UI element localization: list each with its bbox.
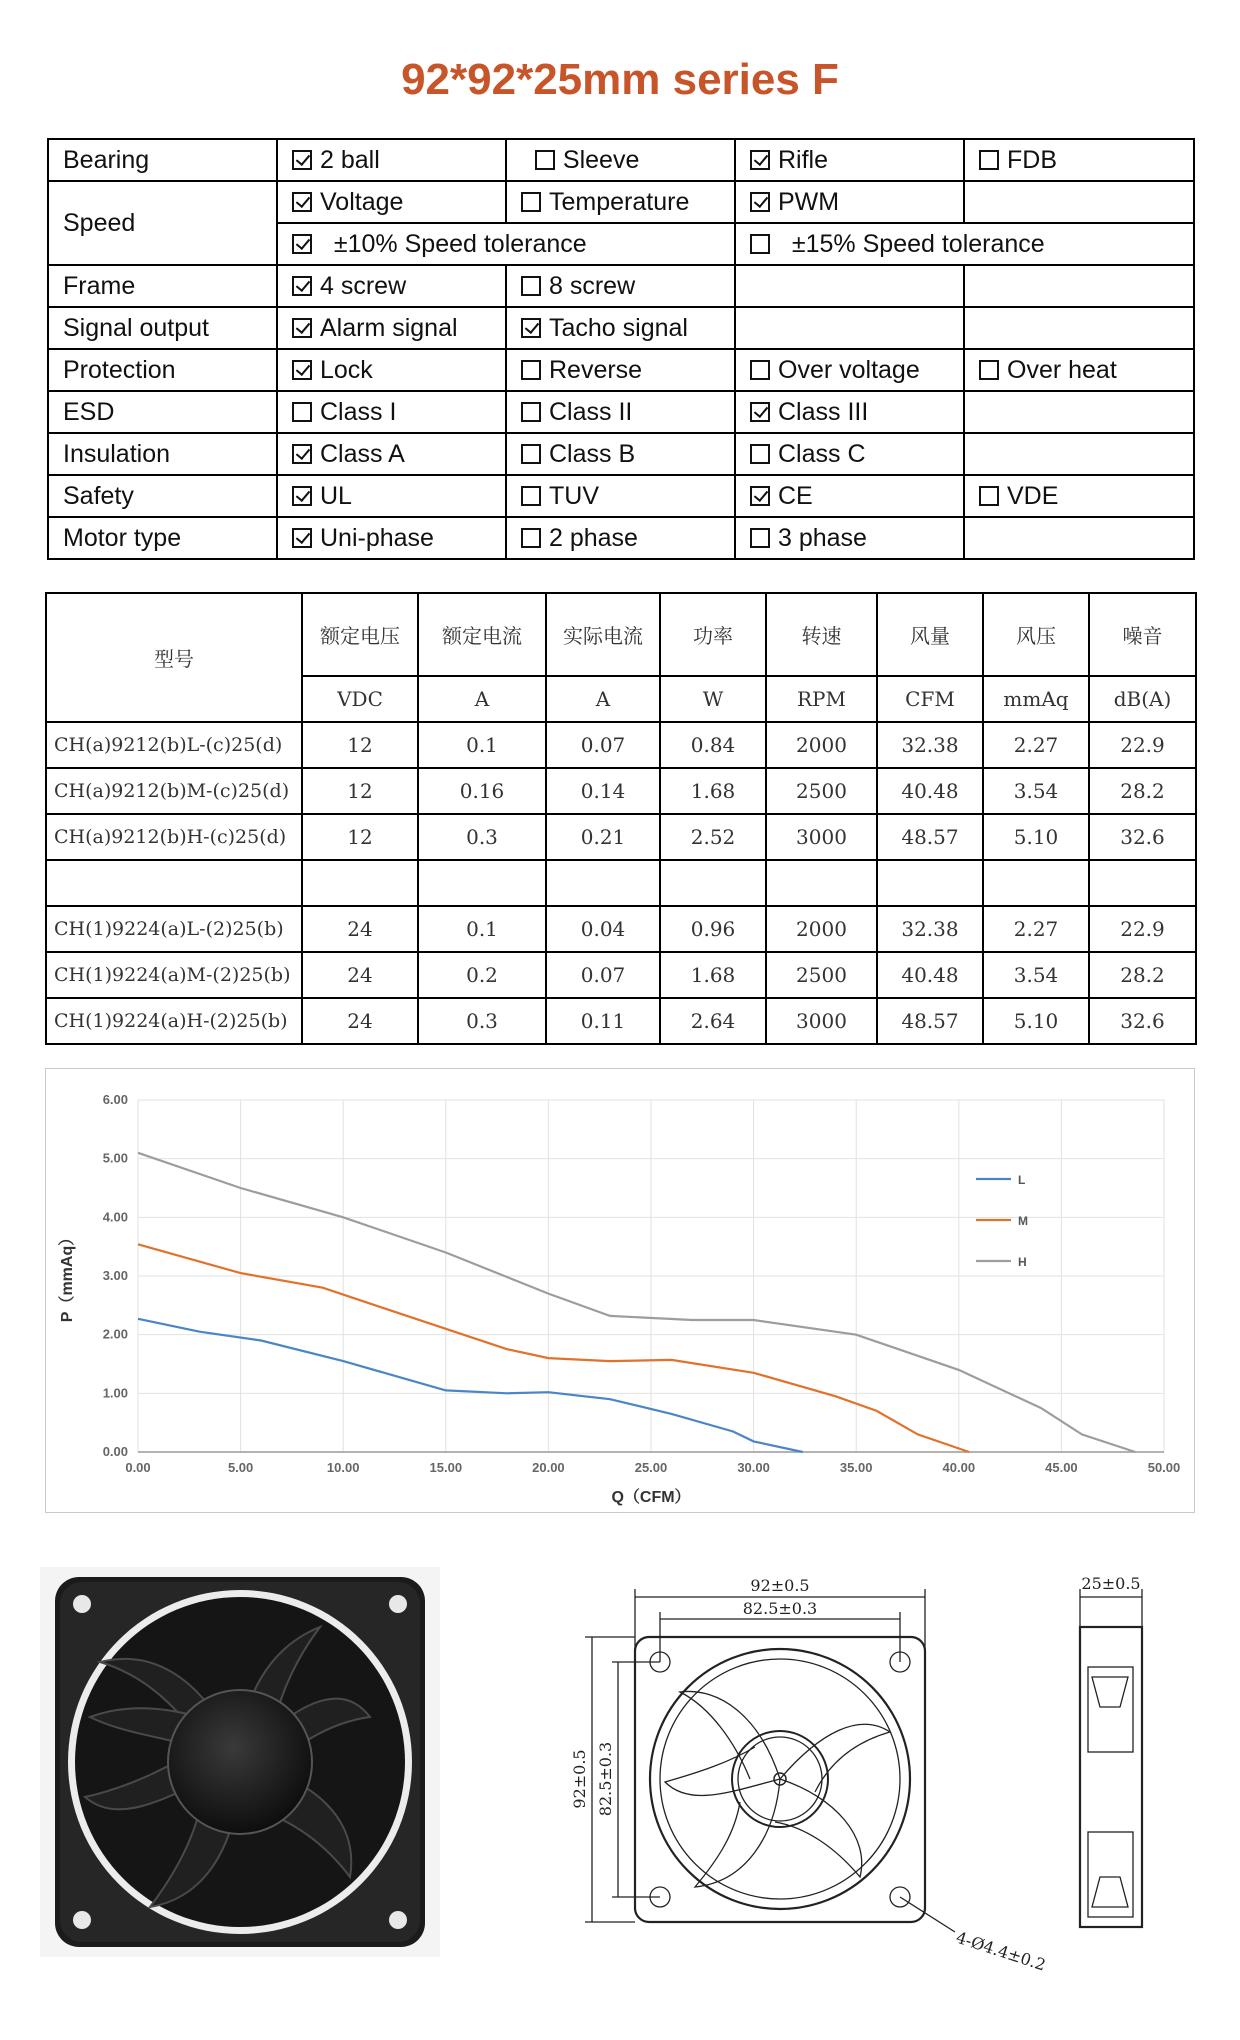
value-cell: 32.6 — [1089, 998, 1196, 1044]
model-cell: CH(a)9212(b)M-(c)25(d) — [46, 768, 302, 814]
series-line-M — [138, 1244, 969, 1452]
value-cell: 3000 — [766, 998, 877, 1044]
checkbox-icon — [292, 192, 312, 212]
option-label: Voltage — [320, 187, 404, 216]
unit-cell: VDC — [302, 676, 418, 722]
table-row — [46, 860, 1196, 906]
checkbox-icon — [979, 486, 999, 506]
checkbox-icon — [292, 234, 312, 254]
checkbox-icon — [521, 528, 541, 548]
value-cell: 2.27 — [983, 906, 1089, 952]
column-header: 额定电流 — [418, 593, 546, 676]
value-cell — [302, 860, 418, 906]
value-cell — [1089, 860, 1196, 906]
value-cell: 0.21 — [546, 814, 660, 860]
dim-width-hole: 82.5±0.3 — [742, 1599, 818, 1618]
option-label: Class II — [549, 397, 633, 426]
checkbox-icon — [750, 444, 770, 464]
column-header: 风量 — [877, 593, 983, 676]
x-tick-label: 50.00 — [1147, 1460, 1181, 1475]
option-label: Over heat — [1007, 355, 1117, 384]
x-tick-label: 20.00 — [532, 1460, 565, 1475]
option-label: Temperature — [549, 187, 690, 216]
row-signal — [48, 307, 1194, 349]
row-label: Insulation — [48, 433, 277, 475]
value-cell: 12 — [302, 814, 418, 860]
value-cell: 3.54 — [983, 768, 1089, 814]
y-tick-label: 5.00 — [102, 1150, 128, 1166]
unit-cell: CFM — [877, 676, 983, 722]
y-axis-label: P（mmAq） — [59, 1229, 76, 1323]
option-label: 4 screw — [320, 271, 407, 300]
value-cell: 1.68 — [660, 952, 766, 998]
row-label: Bearing — [48, 139, 277, 181]
model-cell: CH(1)9224(a)H-(2)25(b) — [46, 998, 302, 1044]
option-label: Rifle — [778, 145, 829, 174]
checkbox-icon — [521, 486, 541, 506]
value-cell: 1.68 — [660, 768, 766, 814]
row-label: Frame — [48, 265, 277, 307]
checkbox-icon — [750, 528, 770, 548]
x-tick-label: 15.00 — [429, 1460, 463, 1475]
checkbox-icon — [292, 360, 312, 380]
y-tick-label: 2.00 — [102, 1326, 128, 1342]
model-cell: CH(a)9212(b)L-(c)25(d) — [46, 722, 302, 768]
option-label: UL — [320, 481, 352, 510]
model-cell: CH(1)9224(a)M-(2)25(b) — [46, 952, 302, 998]
unit-cell: A — [546, 676, 660, 722]
value-cell: 0.04 — [546, 906, 660, 952]
checkbox-icon — [292, 402, 312, 422]
value-cell: 0.14 — [546, 768, 660, 814]
option-label: 3 phase — [778, 523, 867, 552]
checkbox-icon — [979, 360, 999, 380]
option-label: Class B — [549, 439, 636, 468]
option-label: PWM — [778, 187, 840, 216]
value-cell: 32.6 — [1089, 814, 1196, 860]
checkbox-icon — [750, 150, 770, 170]
checkbox-icon — [750, 486, 770, 506]
value-cell: 0.1 — [418, 722, 546, 768]
checkbox-icon — [292, 276, 312, 296]
checkbox-icon — [292, 150, 312, 170]
row-speed — [48, 181, 1194, 223]
row-bearing — [48, 139, 1194, 181]
fan-photo — [40, 1567, 440, 1957]
option-label: ±15% Speed tolerance — [791, 229, 1045, 258]
option-label: Uni-phase — [320, 523, 434, 552]
option-label: CE — [778, 481, 813, 510]
checkbox-icon — [521, 192, 541, 212]
value-cell: 2.27 — [983, 722, 1089, 768]
column-header: 实际电流 — [546, 593, 660, 676]
column-header: 额定电压 — [302, 593, 418, 676]
value-cell — [418, 860, 546, 906]
pq-chart — [45, 1068, 1195, 1513]
table-row — [46, 814, 1196, 860]
x-tick-label: 45.00 — [1045, 1460, 1078, 1475]
feature-table — [47, 138, 1195, 560]
value-cell: 32.38 — [877, 906, 983, 952]
value-cell: 22.9 — [1089, 722, 1196, 768]
y-tick-label: 3.00 — [102, 1268, 128, 1283]
value-cell: 0.11 — [546, 998, 660, 1044]
value-cell: 40.48 — [877, 952, 983, 998]
value-cell: 2500 — [766, 952, 877, 998]
row-safety — [48, 475, 1194, 517]
model-cell: CH(a)9212(b)H-(c)25(d) — [46, 814, 302, 860]
value-cell: 2.52 — [660, 814, 766, 860]
legend-label: L — [1018, 1173, 1026, 1187]
value-cell: 0.2 — [418, 952, 546, 998]
column-header: 功率 — [660, 593, 766, 676]
checkbox-icon — [292, 318, 312, 338]
row-protection — [48, 349, 1194, 391]
checkbox-icon — [521, 318, 541, 338]
value-cell: 5.10 — [983, 814, 1089, 860]
option-label: Sleeve — [562, 145, 640, 174]
model-cell — [46, 860, 302, 906]
x-tick-label: 25.00 — [634, 1460, 668, 1475]
series-line-L — [138, 1319, 803, 1452]
dim-depth: 25±0.5 — [1081, 1574, 1141, 1593]
table-row — [46, 998, 1196, 1044]
row-motor — [48, 517, 1194, 559]
value-cell: 2000 — [766, 906, 877, 952]
x-axis-label: Q（CFM） — [611, 1489, 691, 1506]
row-esd — [48, 391, 1194, 433]
option-label: VDE — [1007, 481, 1059, 510]
row-frame — [48, 265, 1194, 307]
value-cell: 12 — [302, 722, 418, 768]
value-cell: 0.16 — [418, 768, 546, 814]
row-label: ESD — [48, 391, 277, 433]
checkbox-icon — [521, 276, 541, 296]
x-tick-label: 35.00 — [839, 1460, 873, 1475]
y-tick-label: 6.00 — [102, 1092, 128, 1107]
checkbox-icon — [750, 192, 770, 212]
checkbox-icon — [521, 402, 541, 422]
table-row — [46, 722, 1196, 768]
value-cell — [877, 860, 983, 906]
unit-cell: dB(A) — [1089, 676, 1196, 722]
page-title: 92*92*25mm series F — [401, 55, 839, 104]
checkbox-icon — [750, 234, 770, 254]
value-cell: 28.2 — [1089, 952, 1196, 998]
spec-table — [45, 592, 1197, 1045]
option-label: Over voltage — [778, 355, 920, 384]
value-cell: 32.38 — [877, 722, 983, 768]
model-cell: CH(1)9224(a)L-(2)25(b) — [46, 906, 302, 952]
option-label: Class A — [320, 439, 405, 468]
table-row — [46, 952, 1196, 998]
value-cell: 22.9 — [1089, 906, 1196, 952]
legend-label: M — [1018, 1214, 1028, 1228]
value-cell — [766, 860, 877, 906]
value-cell — [546, 860, 660, 906]
checkbox-icon — [750, 360, 770, 380]
value-cell: 0.84 — [660, 722, 766, 768]
model-header: 型号 — [46, 593, 302, 722]
x-tick-label: 30.00 — [737, 1460, 770, 1475]
value-cell: 5.10 — [983, 998, 1089, 1044]
value-cell: 40.48 — [877, 768, 983, 814]
value-cell: 2000 — [766, 722, 877, 768]
option-label: ±10% Speed tolerance — [333, 229, 587, 258]
y-tick-label: 1.00 — [102, 1385, 128, 1401]
option-label: Class III — [778, 397, 869, 426]
value-cell: 24 — [302, 952, 418, 998]
dim-height-hole: 82.5±0.3 — [596, 1741, 615, 1817]
unit-cell: mmAq — [983, 676, 1089, 722]
y-tick-label: 4.00 — [102, 1209, 128, 1225]
option-label: Alarm signal — [320, 313, 458, 342]
dim-holes: 4-Ø4.4±0.2 — [953, 1927, 1049, 1975]
chart-svg — [46, 1069, 1194, 1512]
column-header: 风压 — [983, 593, 1089, 676]
checkbox-icon — [292, 486, 312, 506]
y-tick-label: 0.00 — [102, 1444, 128, 1459]
checkbox-icon — [979, 150, 999, 170]
row-insulation — [48, 433, 1194, 475]
spec-body — [46, 722, 1196, 1044]
value-cell: 12 — [302, 768, 418, 814]
dim-height-outer: 92±0.5 — [570, 1749, 589, 1809]
checkbox-icon — [535, 150, 555, 170]
row-label: Speed — [48, 181, 277, 265]
unit-cell: A — [418, 676, 546, 722]
table-row — [46, 768, 1196, 814]
value-cell — [660, 860, 766, 906]
option-label: 8 screw — [549, 271, 636, 300]
row-label: Protection — [48, 349, 277, 391]
x-tick-label: 5.00 — [227, 1460, 254, 1475]
value-cell: 24 — [302, 998, 418, 1044]
value-cell: 0.1 — [418, 906, 546, 952]
option-label: Class C — [778, 439, 866, 468]
value-cell: 48.57 — [877, 998, 983, 1044]
checkbox-icon — [292, 444, 312, 464]
value-cell: 24 — [302, 906, 418, 952]
column-header: 噪音 — [1089, 593, 1196, 676]
option-label: Reverse — [549, 355, 643, 384]
dim-width-outer: 92±0.5 — [750, 1576, 810, 1595]
x-tick-label: 0.00 — [125, 1460, 151, 1475]
option-label: Lock — [320, 355, 373, 384]
value-cell: 2.64 — [660, 998, 766, 1044]
option-label: 2 ball — [320, 145, 380, 174]
value-cell: 3000 — [766, 814, 877, 860]
dimension-drawing — [570, 1567, 1210, 1987]
value-cell: 0.07 — [546, 722, 660, 768]
value-cell: 3.54 — [983, 952, 1089, 998]
value-cell: 48.57 — [877, 814, 983, 860]
option-label: Tacho signal — [549, 313, 688, 342]
value-cell: 0.07 — [546, 952, 660, 998]
unit-cell: RPM — [766, 676, 877, 722]
value-cell: 0.96 — [660, 906, 766, 952]
table-row — [46, 906, 1196, 952]
x-tick-label: 40.00 — [942, 1460, 976, 1475]
row-label: Signal output — [48, 307, 277, 349]
value-cell — [983, 860, 1089, 906]
x-tick-label: 10.00 — [326, 1460, 360, 1475]
option-label: TUV — [549, 481, 599, 510]
value-cell: 0.3 — [418, 814, 546, 860]
value-cell: 2500 — [766, 768, 877, 814]
checkbox-icon — [292, 528, 312, 548]
column-header: 转速 — [766, 593, 877, 676]
option-label: 2 phase — [549, 523, 638, 552]
checkbox-icon — [521, 444, 541, 464]
legend-label: H — [1018, 1255, 1027, 1269]
checkbox-icon — [521, 360, 541, 380]
value-cell: 0.3 — [418, 998, 546, 1044]
series-line-H — [138, 1153, 1135, 1452]
value-cell: 28.2 — [1089, 768, 1196, 814]
unit-cell: W — [660, 676, 766, 722]
row-label: Safety — [48, 475, 277, 517]
option-label: FDB — [1007, 145, 1057, 174]
row-label: Motor type — [48, 517, 277, 559]
option-label: Class I — [320, 397, 397, 426]
checkbox-icon — [750, 402, 770, 422]
